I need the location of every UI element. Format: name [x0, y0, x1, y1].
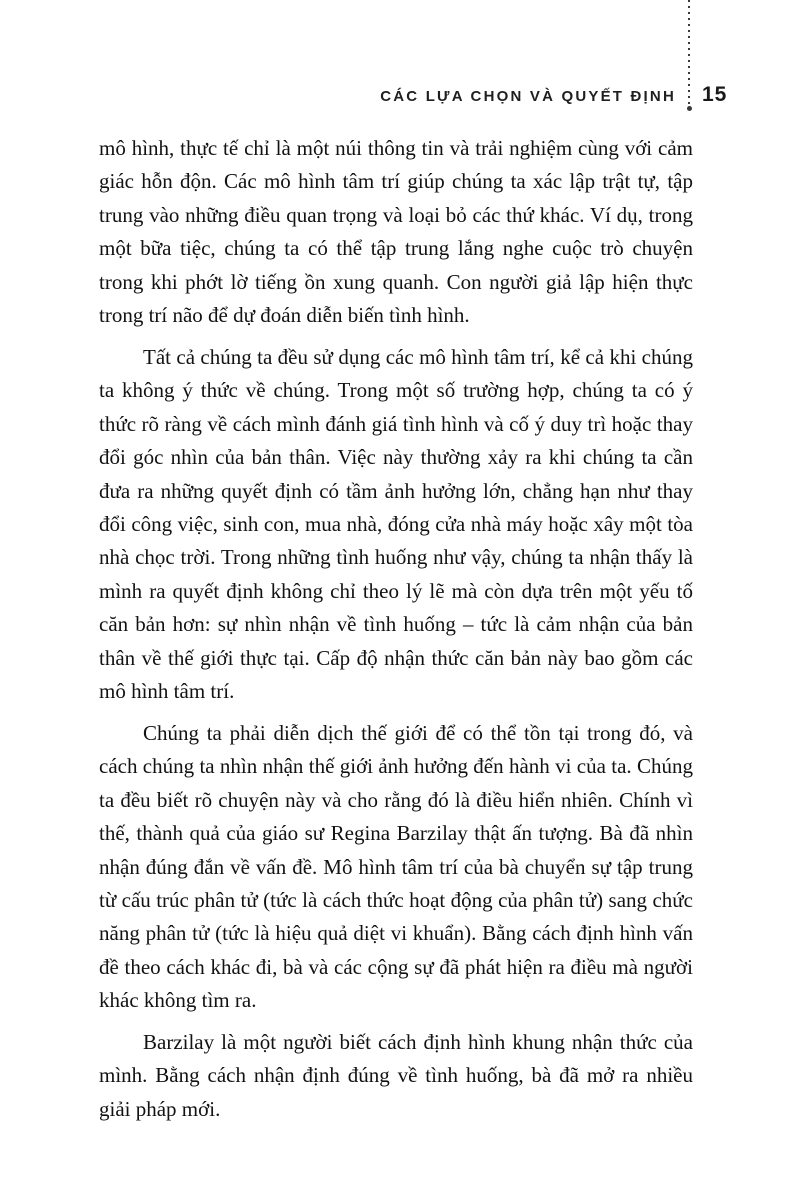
- body-text: [99, 132, 693, 1134]
- running-title: CÁC LỰA CHỌN VÀ QUYẾT ĐỊNH: [380, 88, 676, 105]
- page-number: 15: [702, 83, 728, 106]
- dotted-divider: [688, 0, 690, 104]
- body-paragraph: Tất cả chúng ta đều sử dụng các mô hình tâm trí, kể cả khi chúng ta không ý thức về chúng. Trong một số trường hợp, chúng ta có ý thức rõ ràng về cách mình đánh giá tình hình và cố ý duy trì hoặc thay đổi góc nhìn của bản thân. Việc này thường xảy ra khi chúng ta cần đưa ra những quyết định có tầm ảnh hưởng lớn, chẳng hạn như thay đổi công việc, sinh con, mua nhà, đóng cửa nhà máy hoặc xây một tòa nhà chọc trời. Trong những tình huống như vậy, chúng ta nhận thấy là mình ra quyết định không chỉ theo lý lẽ mà còn dựa trên một yếu tố căn bản hơn: sự nhìn nhận về tình huống – tức là cảm nhận của bản thân về thế giới thực tại. Cấp độ nhận thức căn bản này bao gồm các mô hình tâm trí.: [99, 344, 693, 704]
- divider-end-dot: [687, 106, 692, 111]
- body-paragraph: Chúng ta phải diễn dịch thế giới để có thể tồn tại trong đó, và cách chúng ta nhìn nhận thế giới ảnh hưởng đến hành vi của ta. Chúng ta đều biết rõ chuyện này và cho rằng đó là điều hiển nhiên. Chính vì thế, thành quả của giáo sư Regina Barzilay thật ấn tượng. Bà đã nhìn nhận đúng đắn về vấn đề. Mô hình tâm trí của bà chuyển sự tập trung từ cấu trúc phân tử (tức là cách thức hoạt động của phân tử) sang chức năng phân tử (tức là hiệu quả diệt vi khuẩn). Bằng cách định hình vấn đề theo cách khác đi, bà và các cộng sự đã phát hiện ra điều mà người khác không tìm ra.: [99, 720, 693, 1013]
- body-paragraph: Barzilay là một người biết cách định hình khung nhận thức của mình. Bằng cách nhận định đúng về tình huống, bà đã mở ra nhiều giải pháp mới.: [99, 1029, 693, 1121]
- body-paragraph: mô hình, thực tế chỉ là một núi thông tin và trải nghiệm cùng với cảm giác hỗn độn. Các mô hình tâm trí giúp chúng ta xác lập trật tự, tập trung vào những điều quan trọng và loại bỏ các thứ khác. Ví dụ, trong một bữa tiệc, chúng ta có thể tập trung lắng nghe cuộc trò chuyện trong khi phớt lờ tiếng ồn xung quanh. Con người giả lập hiện thực trong trí não để dự đoán diễn biến tình hình.: [99, 136, 693, 328]
